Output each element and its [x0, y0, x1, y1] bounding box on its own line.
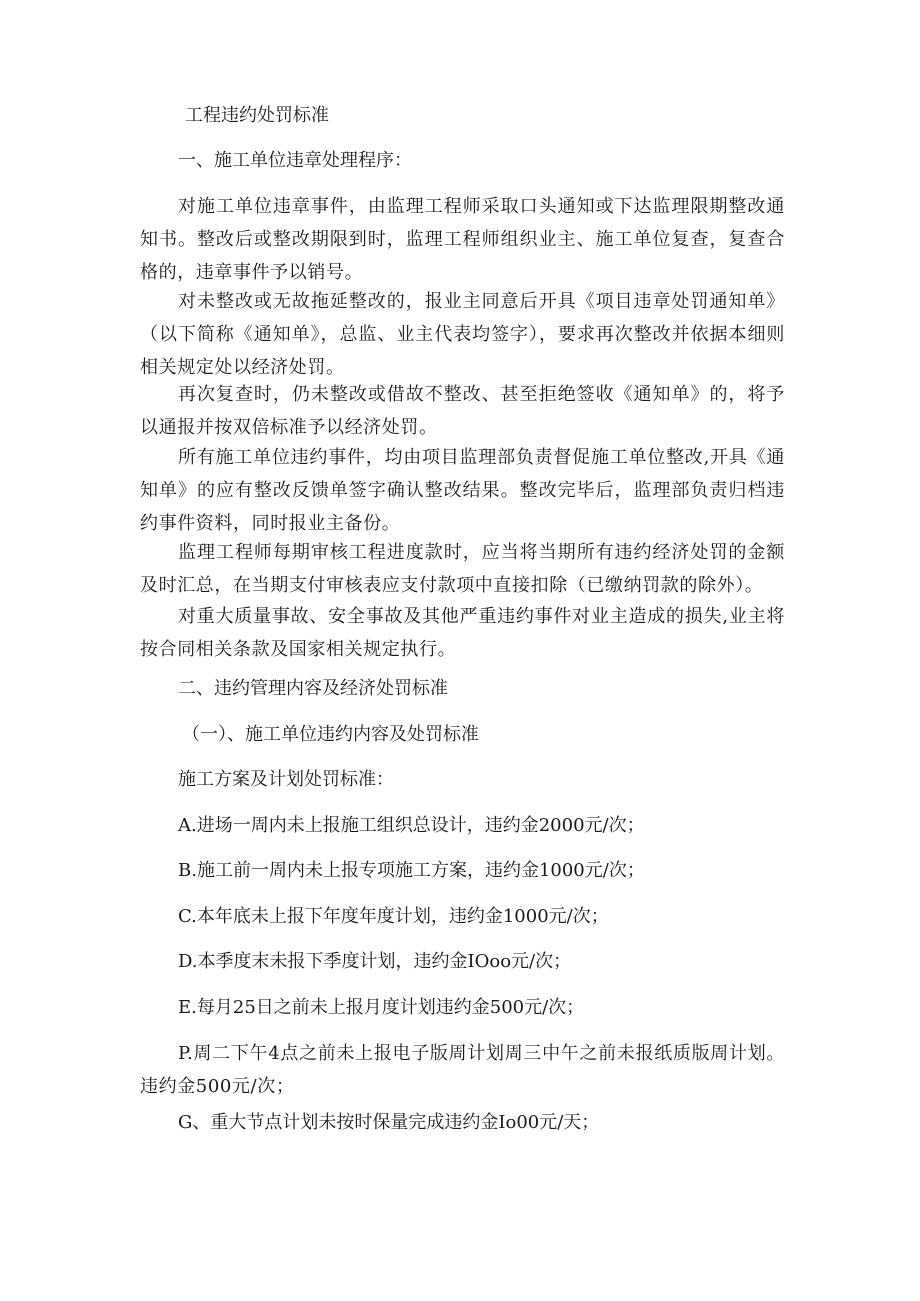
list-item: C.本年底未上报下年度年度计划，违约金1000元/次；: [178, 906, 609, 927]
paragraph: [140, 190, 785, 289]
section2-heading: 二、违约管理内容及经济处罚标准: [178, 678, 448, 699]
paragraph: [140, 441, 785, 540]
list-item: [140, 1037, 785, 1103]
paragraph-text: 所有施工单位违约事件，均由项目监理部负责督促施工单位整改,开具《通知单》的应有整改反馈单签字确认整改结果。整改完毕后，监理部负责归档违约事件资料，同时报业主备份。: [140, 447, 785, 534]
paragraph-text: 监理工程师每期审核工程进度款时，应当将当期所有违约经济处罚的金额及时汇总，在当期支付审核表应支付款项中直接扣除（已缴纳罚款的除外）。: [140, 542, 785, 596]
subsection1-heading: （一）、施工单位违约内容及处罚标准: [182, 724, 479, 745]
document-title: 工程违约处罚标准: [185, 105, 329, 126]
list-item: E.每月25日之前未上报月度计划违约金500元/次；: [178, 997, 585, 1018]
list-item: A.进场一周内未上报施工组织总设计，违约金2000元/次；: [178, 815, 645, 836]
paragraph-text: 对重大质量事故、安全事故及其他严重违约事件对业主造成的损失,业主将按合同相关条款及国家相关规定执行。: [140, 606, 785, 660]
list-item: D.本季度末未报下季度计划，违约金IOoo元/次；: [178, 951, 572, 972]
paragraph: [140, 378, 785, 444]
paragraph: [140, 285, 785, 384]
paragraph-text: 对未整改或无故拖延整改的，报业主同意后开具《项目违章处罚通知单》（以下简称《通知单》，总监、业主代表均签字），要求再次整改并依据本细则相关规定处以经济处罚。: [140, 291, 785, 378]
section1-heading: 一、施工单位违章处理程序：: [178, 150, 412, 171]
paragraph-text: 再次复查时，仍未整改或借故不整改、甚至拒绝签收《通知单》的，将予以通报并按双倍标准予以经济处罚。: [140, 384, 785, 438]
list-item: B.施工前一周内未上报专项施工方案，违约金1000元/次；: [178, 860, 645, 881]
paragraph-text: 对施工单位违章事件，由监理工程师采取口头通知或下达监理限期整改通知书。整改后或整改期限到时，监理工程师组织业主、施工单位复查，复查合格的，违章事件予以销号。: [140, 196, 785, 283]
list-item: G、重大节点计划未按时保量完成违约金Io00元/天；: [178, 1112, 600, 1133]
paragraph: [140, 600, 785, 666]
plan-heading: 施工方案及计划处罚标准：: [178, 769, 394, 790]
paragraph: [140, 536, 785, 602]
list-item-text: P.周二下午4点之前未上报电子版周计划周三中午之前未报纸质版周计划。违约金500元/次；: [140, 1043, 785, 1097]
